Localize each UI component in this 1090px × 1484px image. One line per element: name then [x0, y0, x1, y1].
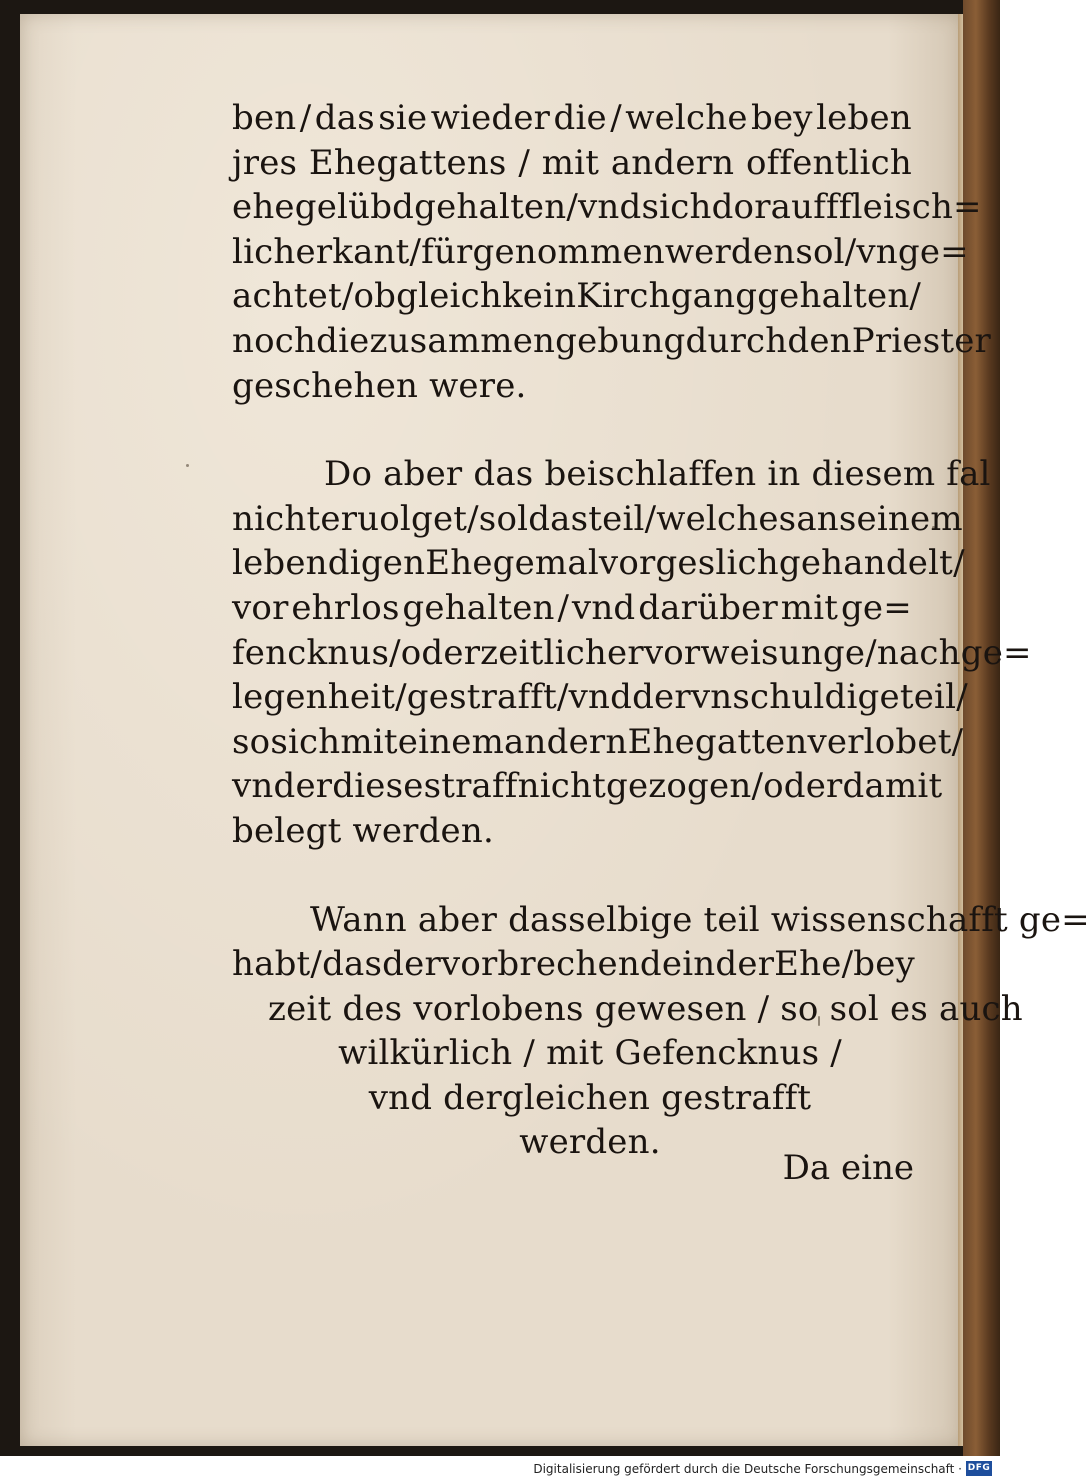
- text-line: ben / das sie wieder die / welche bey leben: [232, 98, 912, 138]
- text-line: jres Ehegattens / mit andern offentlich: [232, 142, 912, 183]
- text-line: vnder diese straff nicht gezogen / oder damit: [232, 766, 943, 807]
- funding-credit: Digitalisierung gefördert durch die Deutsche Forschungsgemeinschaft ·: [533, 1462, 962, 1476]
- text-line: Wann aber dasselbige teil wissenschafft ge=: [310, 899, 1090, 940]
- page-text: [232, 96, 1090, 1165]
- catchword: Da eine: [782, 1148, 914, 1188]
- text-line: ehegelübd gehalten / vnd sich dorauff fleisch=: [232, 187, 982, 228]
- text-line: noch die zusammengebung durch den Priester: [232, 320, 991, 361]
- footer-bar: [0, 1456, 1000, 1484]
- dfg-logo-icon: DFG: [966, 1461, 992, 1476]
- paragraph-3: [232, 898, 1090, 1166]
- text-line: lich erkant / fürgenommen werden sol / vnge=: [232, 231, 969, 272]
- text-line: fencknus / oder zeitlicher vorweisunge / nach ge=: [232, 632, 1032, 673]
- text-line: lebendigen Ehegemal vorgeslich gehandelt /: [232, 543, 965, 584]
- text-line: belegt werden.: [232, 810, 494, 851]
- text-line: Do aber das beischlaffen in diesem fal: [324, 454, 991, 495]
- text-line: zeit des vorlobens gewesen / so sol es auch: [268, 988, 1023, 1029]
- text-line: so sich mit einem andern Ehegatten verlobet /: [232, 721, 964, 762]
- paper-speck: [186, 464, 189, 467]
- text-line: werden.: [519, 1122, 661, 1163]
- text-line: achtet / ob gleich kein Kirchgang gehalten /: [232, 276, 922, 317]
- text-line: nicht eruolget / sol das teil / welches an seinem: [232, 498, 963, 539]
- text-line: vnd dergleichen gestrafft: [368, 1077, 812, 1118]
- text-line: legenheit / gestrafft / vnd der vnschuldige teil /: [232, 677, 968, 718]
- text-line: wilkürlich / mit Gefencknus /: [338, 1033, 842, 1074]
- paragraph-2: [232, 452, 1032, 853]
- text-line: geschehen were.: [232, 365, 527, 406]
- text-line: habt / das der vorbrechende in der Ehe / bey: [232, 944, 915, 985]
- paragraph-1: [232, 96, 991, 408]
- text-line: vor ehrlos gehalten / vnd darüber mit ge=: [232, 587, 912, 628]
